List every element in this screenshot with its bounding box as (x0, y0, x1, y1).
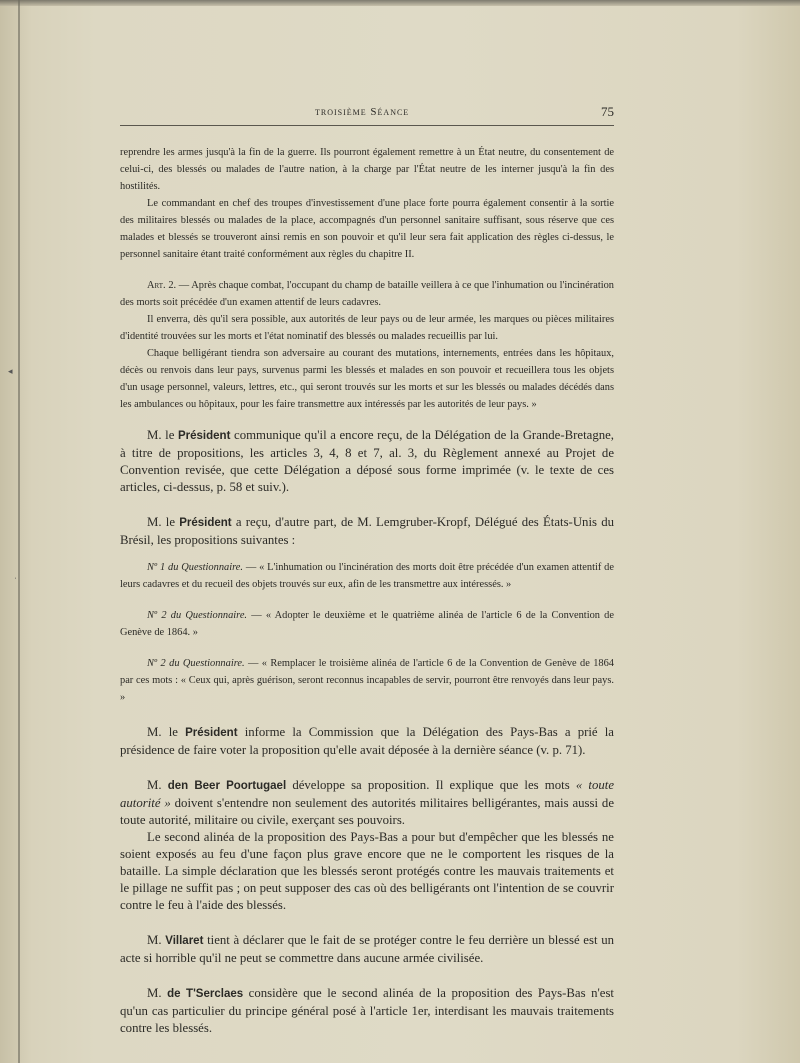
proposal-label: Nº 1 du Questionnaire. (147, 562, 243, 573)
proposal-label: Nº 2 du Questionnaire. (147, 658, 245, 669)
paragraph (120, 985, 614, 1037)
proposal-text: — « L'inhumation ou l'incinération des morts doit être précédée d'un examen attentif de leurs cadavres et du recueil des objets trouvés sur eux, afin de les transmettre aux intéressés. » (120, 562, 614, 590)
paragraph (120, 777, 614, 829)
speaker-prefix: M. (147, 986, 168, 1000)
paragraph (120, 724, 614, 759)
paragraph-text: informe la Commission que la Délégation des Pays-Bas a prié la présidence de faire voter la proposition qu'elle avait déposée à la dernière séance (v. p. 71). (120, 725, 614, 757)
speaker-prefix: M. le (147, 428, 178, 442)
header-rule (120, 125, 614, 126)
page-header (120, 104, 614, 124)
paragraph: Le second alinéa de la proposition des Pays-Bas a pour but d'empêcher que les blessés ne soient exposés au feu d'une façon plus grave encore que ne le comportent les risques de la bataille. La simple déclaration que les blessés seront protégés contre les mauvais traitements et le pillage ne suffit pas ; on peut supposer des cas où des belligérants ont l'intention de se couvrir contre le feu à l'aide des blessés. (120, 830, 614, 912)
running-title: troisième Séance (315, 106, 410, 118)
page-top-edge (0, 0, 800, 6)
speaker-name: Président (178, 430, 231, 442)
speaker-prefix: M. le (147, 515, 180, 529)
proposal-label: Nº 2 du Questionnaire. (147, 610, 248, 621)
proposal-text: — « Adopter le deuxième et le quatrième alinéa de l'article 6 de la Convention de Genève de 1864. » (120, 610, 614, 638)
speaker-prefix: M. le (147, 725, 186, 739)
article-paragraph (120, 277, 614, 311)
quoted-words: « toute autorité » (120, 778, 615, 810)
paragraph-text: tient à déclarer que le fait de se protéger contre le feu derrière un blessé est un acte si horrible qu'il ne peut se commettre dans aucune armée civilisée. (120, 933, 614, 965)
paragraph-text: communique qu'il a encore reçu, de la Délégation de la Grande-Bretagne, à titre de propositions, les articles 3, 4, 8 et 7, al. 3, du Règlement annexé au Projet de Convention revisée, que cette Délégation a déposé sous forme imprimée (v. le texte de ces articles, ci-dessus, p. 58 et suiv.). (120, 428, 615, 494)
paragraph (120, 932, 614, 967)
speaker-name: Président (179, 517, 232, 529)
article-label: Art. 2. (147, 280, 177, 291)
paragraph-text: doivent s'entendre non seulement des autorités militaires belligérantes, mais aussi de toute autorité, militaire ou civile, exerçant ses pouvoirs. (120, 796, 614, 827)
speaker-name: Villaret (165, 935, 204, 947)
page-number: 75 (601, 104, 614, 119)
speaker-name: de T'Serclaes (167, 988, 244, 1000)
proposal (120, 559, 614, 593)
paragraph-text: considère que le second alinéa de la proposition des Pays-Bas n'est qu'un cas particulier du principe général posé à l'article 1er, interdisant les mauvais traitements contre les blessés. (120, 986, 614, 1035)
proposal (120, 655, 614, 706)
proposal (120, 607, 614, 641)
paragraph: Le commandant en chef des troupes d'investissement d'une place forte pourra également consentir à la sortie des militaires blessés ou malades de la place, accompagnés d'un personnel sanitaire suffisant, sous réserve que ces malades et blessés se trouveront ainsi remis en son pouvoir et qu'il leur sera fait application des règles ci-dessus, le personnel sanitaire étant traité conformément aux règles du chapitre II. (120, 198, 614, 260)
paragraph-text: a reçu, d'autre part, de M. Lemgruber-Kropf, Délégué des États-Unis du Brésil, les propositions suivantes : (120, 515, 614, 547)
paragraph (120, 514, 614, 549)
proposal-text: — « Remplacer le troisième alinéa de l'article 6 de la Convention de Genève de 1864 par ces mots : « Ceux qui, après guérison, seront reconnus incapables de servir, pourront être renvoyés dans leur pays. » (120, 658, 614, 703)
paragraph (120, 427, 614, 496)
binding-edge (18, 0, 20, 1063)
article-text: — Après chaque combat, l'occupant du champ de bataille veillera à ce que l'inhumation ou l'incinération des morts soit précédée d'un examen attentif de leurs cadavres. (120, 280, 614, 308)
speaker-prefix: M. (147, 778, 168, 792)
speaker-name: Président (185, 727, 238, 739)
speaker-name: den Beer Poortugael (167, 780, 287, 792)
paragraph: reprendre les armes jusqu'à la fin de la guerre. Ils pourront également remettre à un État neutre, du consentement de celui-ci, des blessés ou malades de l'autre nation, à la charge par l'État neutre de les interner jusqu'à la fin des hostilités. (120, 147, 614, 192)
paragraph: Chaque belligérant tiendra son adversaire au courant des mutations, internements, entrées dans les hôpitaux, décès ou renvois dans leur pays, survenus parmi les blessés et malades en son pouvoir et recueillera tous les objets d'un usage personnel, valeurs, lettres, etc., qui seront trouvés sur les morts et sur les blessés ou malades décédés dans les ambulances ou hôpitaux, pour les faire transmettre aux intéressés par les autorités de leur pays. » (120, 348, 614, 410)
page-body (120, 144, 614, 1037)
margin-mark: ˈ (14, 576, 17, 586)
paragraph: Il enverra, dès qu'il sera possible, aux autorités de leur pays ou de leur armée, les marques ou pièces militaires d'identité trouvées sur les morts et l'état nominatif des blessés ou malades recueillis par lui. (120, 314, 614, 342)
margin-mark: ◂ (8, 366, 13, 376)
paragraph-text: développe sa proposition. Il explique que les mots (286, 778, 576, 792)
speaker-prefix: M. (147, 933, 166, 947)
